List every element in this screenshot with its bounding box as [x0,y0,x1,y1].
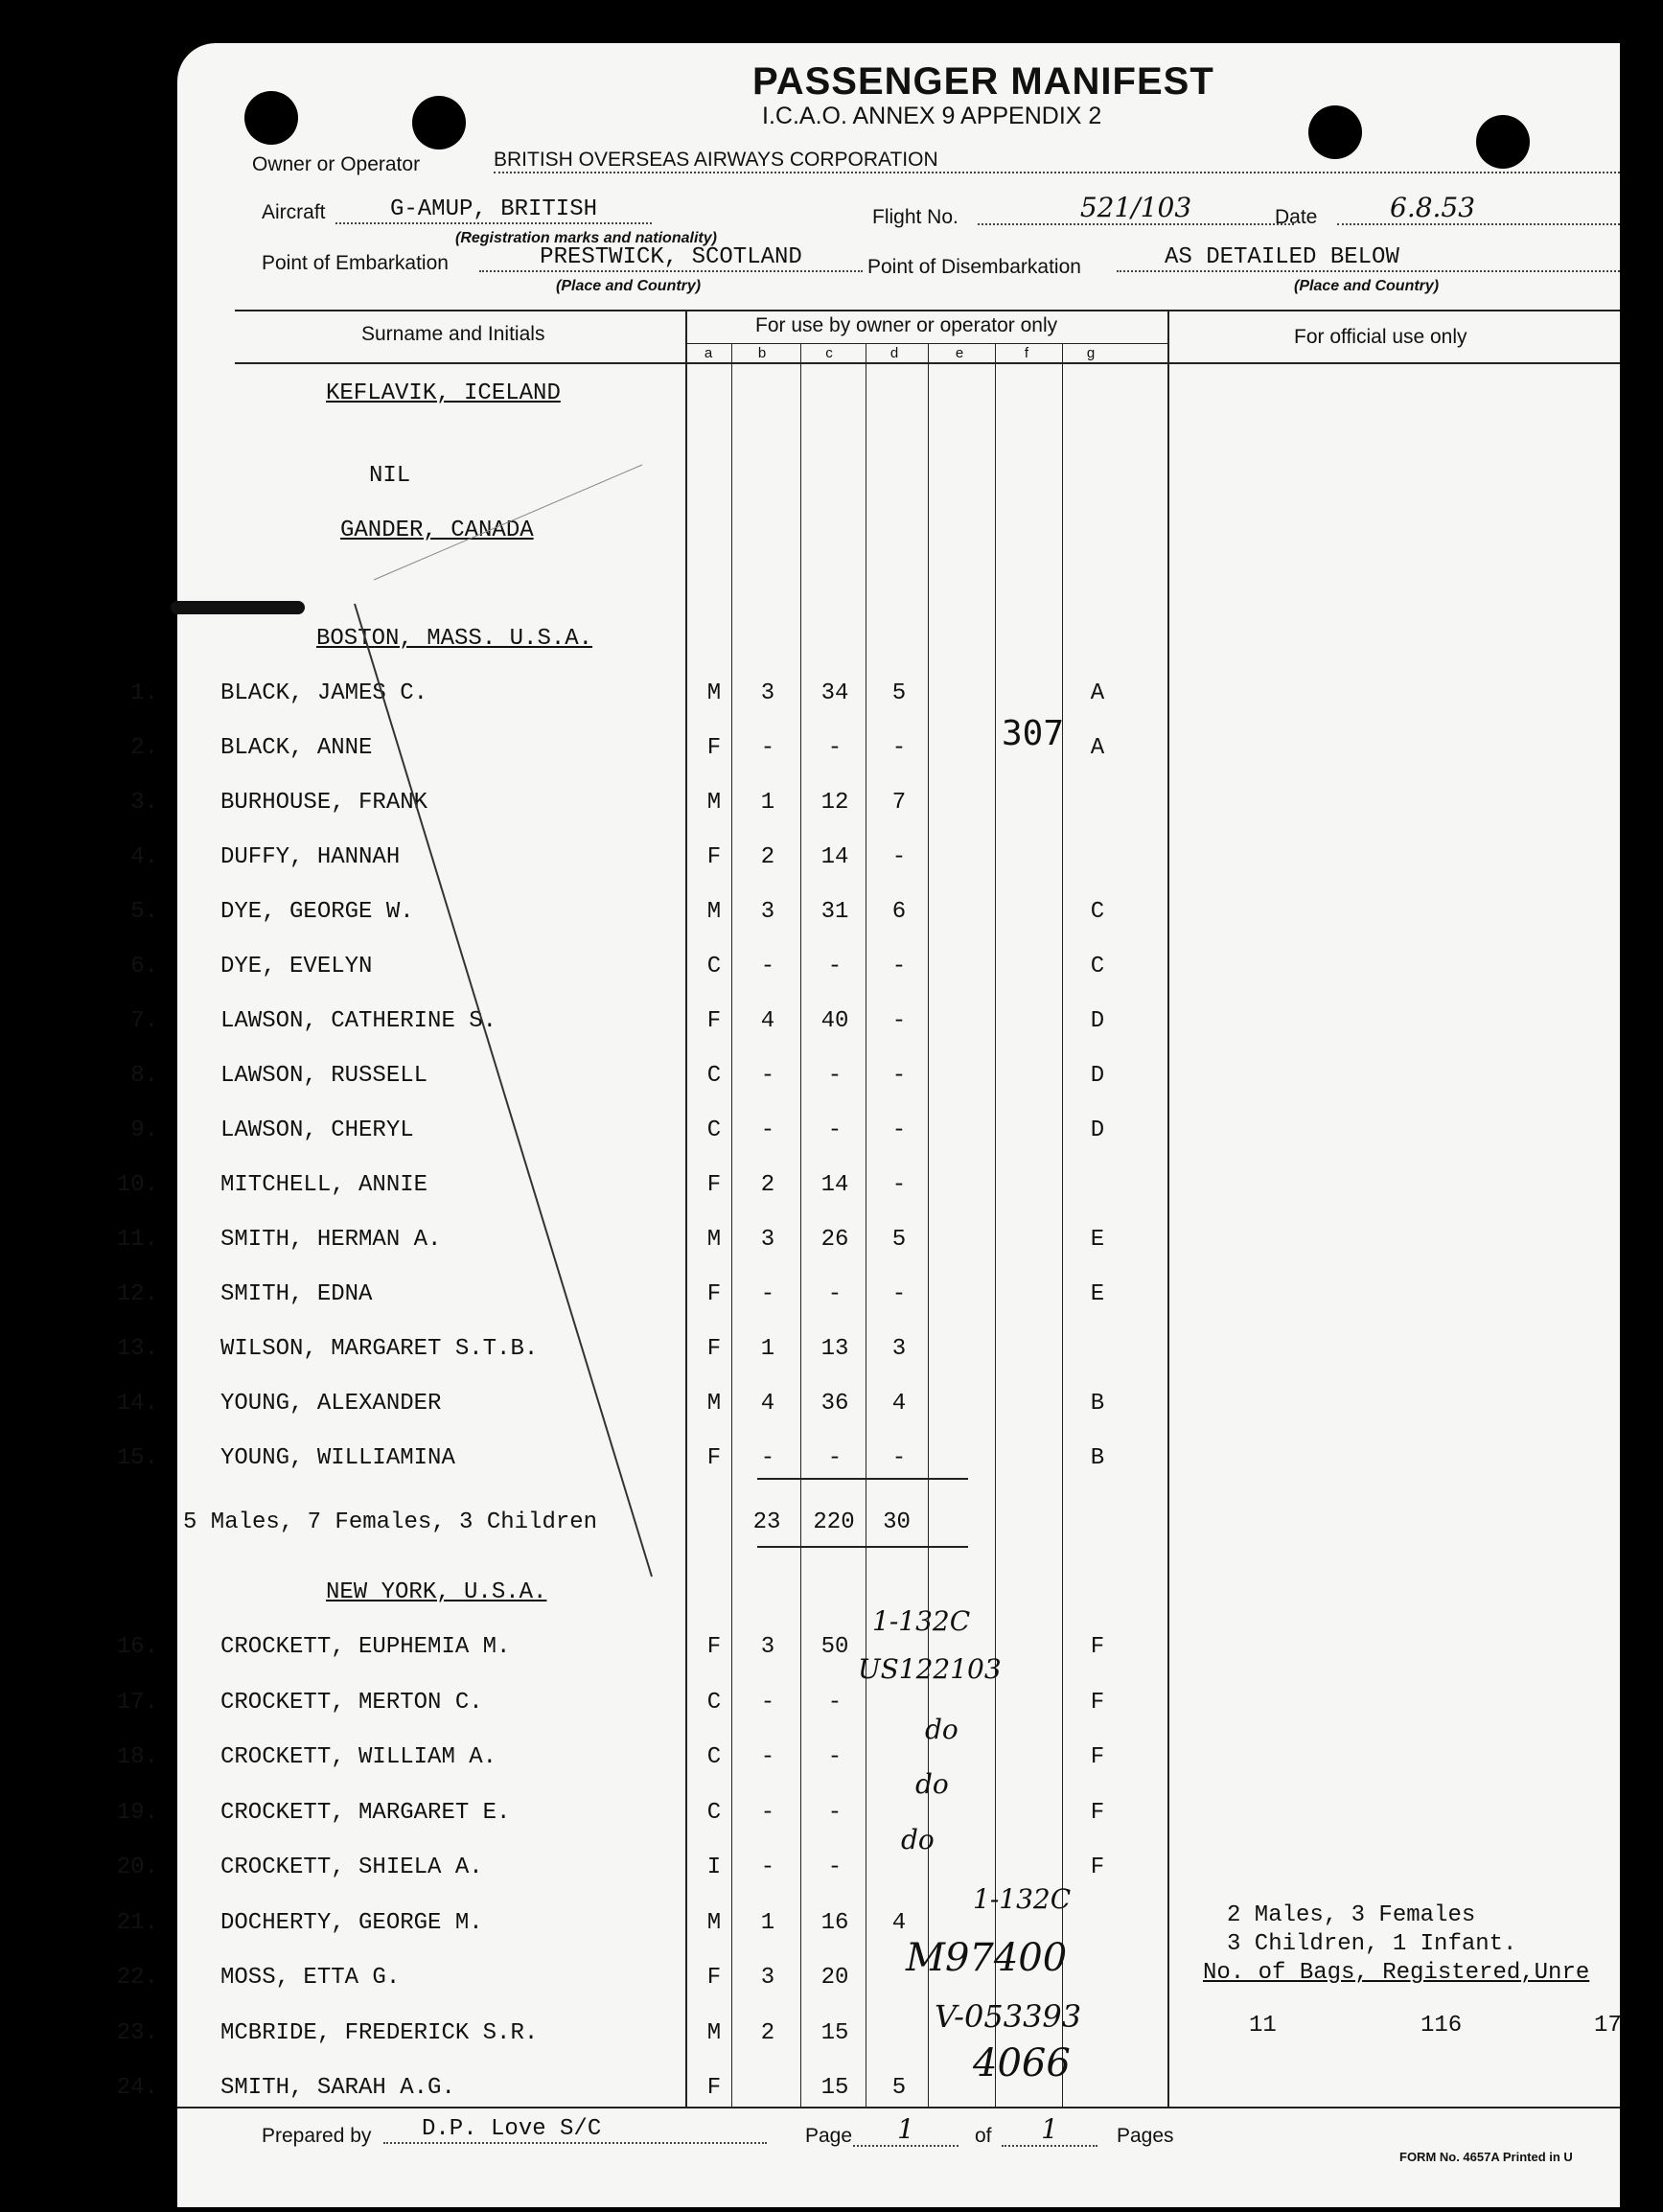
row-a: F [706,844,722,870]
row-d: 5 [891,1227,907,1253]
row-c: - [827,1799,843,1826]
prepared-value: D.P. Love S/C [383,2116,767,2144]
row-b: - [760,954,775,979]
official-number: 307 [1002,714,1065,753]
row-b: - [760,1799,775,1826]
row-name: SMITH, EDNA [220,1281,373,1307]
ny-summary-line2: 3 Children, 1 Infant. [1227,1931,1517,1957]
row-d: - [891,1063,907,1089]
row-c: 50 [820,1634,849,1660]
row-b: 4 [760,1391,775,1417]
row-b: 2 [760,2019,775,2046]
ny-summary-registered: 116 [1420,2013,1463,2039]
row-a: F [706,1172,722,1198]
row-a: F [706,1965,722,1991]
row-name: SMITH, SARAH A.G. [220,2075,455,2101]
row-b: - [760,1281,775,1307]
row-b: - [760,735,775,761]
row-c: 14 [820,1172,849,1198]
row-n: 7. [130,1008,158,1034]
official-column-header: For official use only [1294,326,1467,348]
handwritten-note: M97400 [906,1936,1068,1980]
row-n: 10. [116,1172,158,1198]
row-c: - [827,1855,843,1880]
row-c: 31 [820,899,849,925]
row-name: DYE, EVELYN [220,954,373,979]
row-b: - [760,1744,775,1770]
row-name: CROCKETT, EUPHEMIA M. [220,1634,511,1660]
row-a: F [706,1445,722,1471]
row-name: DOCHERTY, GEORGE M. [220,1909,483,1936]
row-b: 3 [760,899,775,925]
disembark-value: AS DETAILED BELOW [1117,244,1620,272]
row-a: F [706,1008,722,1034]
row-g: A [1090,735,1105,761]
row-c: - [827,1689,843,1716]
row-g: F [1090,1744,1105,1770]
row-n: 19. [116,1799,158,1826]
row-c: 13 [820,1336,849,1362]
row-g: F [1090,1689,1105,1716]
row-b: 3 [760,680,775,706]
row-name: MOSS, ETTA G. [220,1965,401,1991]
aircraft-label: Aircraft [262,201,326,223]
row-a: M [706,790,722,816]
of-value: 1 [1002,2113,1097,2147]
row-c: 15 [820,2019,849,2046]
row-d: 5 [891,680,907,706]
row-c: - [827,1118,843,1143]
handwritten-note: do [925,1714,959,1745]
row-name: LAWSON, RUSSELL [220,1063,428,1089]
section-keflavik: KEFLAVIK, ICELAND [326,380,561,406]
prepared-label: Prepared by [262,2125,372,2147]
boston-total-c: 220 [813,1509,855,1535]
row-b: - [760,1445,775,1471]
row-n: 4. [130,844,158,870]
row-b: 1 [760,1909,775,1936]
row-d: - [891,1118,907,1143]
row-d: - [891,1008,907,1034]
row-name: YOUNG, WILLIAMINA [220,1445,455,1471]
row-b: 3 [760,1965,775,1991]
row-c: 20 [820,1965,849,1991]
row-n: 14. [116,1391,158,1417]
row-a: F [706,1634,722,1660]
row-d: 3 [891,1336,907,1362]
handwritten-note: US122103 [858,1653,1002,1685]
row-a: F [706,1336,722,1362]
row-c: - [827,735,843,761]
row-c: 36 [820,1391,849,1417]
row-n: 2. [130,735,158,761]
row-d: 7 [891,790,907,816]
name-column-header: Surname and Initials [361,323,545,345]
aircraft-value: G-AMUP, BRITISH [335,196,652,224]
operator-column-header: For use by owner or operator only [755,314,1058,336]
row-b: 3 [760,1634,775,1660]
row-c: 16 [820,1909,849,1936]
handwritten-note: do [901,1824,935,1855]
row-c: 34 [820,680,849,706]
row-name: CROCKETT, SHIELA A. [220,1855,483,1880]
row-name: YOUNG, ALEXANDER [220,1391,442,1417]
row-n: 20. [116,1855,158,1880]
page-label: Page [805,2125,853,2147]
row-d: - [891,1445,907,1471]
row-name: DUFFY, HANNAH [220,844,401,870]
row-d: 6 [891,899,907,925]
row-name: CROCKETT, WILLIAM A. [220,1744,497,1770]
row-n: 21. [116,1909,158,1936]
row-g: B [1090,1445,1105,1471]
row-name: SMITH, HERMAN A. [220,1227,442,1253]
row-a: F [706,2075,722,2101]
row-g: E [1090,1281,1105,1307]
row-n: 24. [116,2075,158,2101]
row-d: - [891,735,907,761]
row-a: C [706,1118,722,1143]
section-nil: NIL [369,463,411,489]
form-number: FORM No. 4657A Printed in U [1399,2150,1573,2164]
row-b: 1 [760,790,775,816]
row-c: 12 [820,790,849,816]
section-boston: BOSTON, MASS. U.S.A. [316,626,593,652]
row-n: 3. [130,790,158,816]
row-n: 13. [116,1336,158,1362]
page-title: PASSENGER MANIFEST [752,60,1214,103]
row-n: 16. [116,1634,158,1660]
row-name: BLACK, ANNE [220,735,373,761]
row-g: C [1090,954,1105,979]
row-g: E [1090,1227,1105,1253]
row-n: 11. [116,1227,158,1253]
row-name: LAWSON, CATHERINE S. [220,1008,497,1034]
row-g: D [1090,1008,1105,1034]
row-name: CROCKETT, MARGARET E. [220,1799,511,1826]
boston-total-b: 23 [752,1509,781,1535]
row-b: 1 [760,1336,775,1362]
date-label: Date [1275,206,1318,228]
owner-label: Owner or Operator [252,153,421,175]
date-value: 6.8.53 [1337,192,1620,225]
row-b: - [760,1063,775,1089]
ny-summary-unregistered: 17 [1594,2013,1622,2039]
row-b: - [760,1689,775,1716]
row-n: 17. [116,1689,158,1716]
cross-out-line [177,43,1620,2207]
embark-value: PRESTWICK, SCOTLAND [479,244,863,272]
page-value: 1 [853,2113,959,2147]
row-n: 5. [130,899,158,925]
row-d: 5 [891,2075,907,2101]
row-d: - [891,1281,907,1307]
row-n: 18. [116,1744,158,1770]
row-name: BURHOUSE, FRANK [220,790,428,816]
row-a: M [706,1909,722,1936]
row-b: - [760,1855,775,1880]
row-d: - [891,1172,907,1198]
row-b: 2 [760,844,775,870]
row-g: D [1090,1063,1105,1089]
row-c: 26 [820,1227,849,1253]
row-a: C [706,1744,722,1770]
of-label: of [975,2125,992,2147]
row-d: - [891,954,907,979]
row-a: F [706,1281,722,1307]
row-n: 6. [130,954,158,979]
boston-total-d: 30 [883,1509,911,1535]
row-a: M [706,1391,722,1417]
row-a: C [706,1799,722,1826]
flight-label: Flight No. [872,206,959,228]
row-c: 40 [820,1008,849,1034]
row-d: - [891,844,907,870]
row-c: - [827,1281,843,1307]
row-g: C [1090,899,1105,925]
row-a: M [706,1227,722,1253]
owner-value: BRITISH OVERSEAS AIRWAYS CORPORATION [494,149,1620,173]
row-g: F [1090,1799,1105,1826]
row-n: 23. [116,2019,158,2046]
row-n: 1. [130,680,158,706]
ny-summary-bags: 11 [1249,2013,1277,2039]
ny-summary-line3: No. of Bags, Registered,Unre [1203,1960,1590,1986]
row-d: 4 [891,1909,907,1936]
row-g: F [1090,1855,1105,1880]
row-g: D [1090,1118,1105,1143]
row-c: - [827,1744,843,1770]
section-newyork: NEW YORK, U.S.A. [326,1579,547,1605]
row-n: 12. [116,1281,158,1307]
row-name: DYE, GEORGE W. [220,899,414,925]
row-a: M [706,2019,722,2046]
row-g: B [1090,1391,1105,1417]
row-c: 15 [820,2075,849,2101]
row-a: C [706,1063,722,1089]
ink-smudge [171,601,305,614]
row-c: - [827,1445,843,1471]
row-name: WILSON, MARGARET S.T.B. [220,1336,539,1362]
row-c: - [827,1063,843,1089]
page-subtitle: I.C.A.O. ANNEX 9 APPENDIX 2 [762,103,1102,129]
row-name: BLACK, JAMES C. [220,680,428,706]
embark-note: (Place and Country) [556,278,702,294]
row-a: C [706,954,722,979]
row-d: 4 [891,1391,907,1417]
row-name: MITCHELL, ANNIE [220,1172,428,1198]
row-a: C [706,1689,722,1716]
row-n: 15. [116,1445,158,1471]
manifest-page: PASSENGER MANIFEST I.C.A.O. ANNEX 9 APPENDIX 2 Owner or Operator BRITISH OVERSEAS AIRWAYS CORPORATION Aircraft G-AMUP, BRITISH (Registration marks and nationality) Flight No. 521/103 Date 6.8.53 Point of Embarkation PRESTWICK, SCOTLAND (Place and Country) Point of Disembarkation AS DETAILED BELOW (Place and Country) Surname and Initials For use by owner or operator only For official use only a b c d e f g KEFLAVIK, ICELAND NIL GANDER, CANADA BOSTON, MASS. U.S.A. 307 1. BLACK, JAMES C. M 3 34 5 A 2. BLACK, ANNE F - - - A 3. BURHOUSE, FRANK M 1 12 7 4. DUFFY, HANNAH F 2 14 - 5. DYE, GEORGE W. M 3 31 6 C 6. DYE, EVELYN C - - - C 7. LAWSON, CATHERINE S. F 4 40 - D 8. LAWSON, RUSSELL C - - - D 9. LAWSON, CHERYL C - - - D 10. MITCHELL, ANNIE F 2 14 - 11. SMITH, HERMAN A. M 3 26 5 E 12. SMITH, EDNA F - - - E 13. WILSON, MARGARET S.T.B. F 1 13 3 14. YOUNG, ALEXANDER M 4 36 4 B 15. YOUNG, WILLIAMINA F - - - B 5 Males, 7 Females, 3 Children 23 220 30 NEW YORK, U.S.A. 16. CROCKETT, EUPHEMIA M. F 3 50 F 17. CROCKETT, MERTON C. C - - F 18. CROCKETT, WILLIAM A. C - - F 19. CROCKETT, MARGARET E. C - - F 20. CROCKETT, SHIELA A. I - - F 21. DOCHERTY, GEORGE M. M 1 16 4 22. MOSS, ETTA G. F 3 20 23. MCBRIDE, FREDERICK S.R. M 2 15 24. SMITH, SARAH A.G. F 15 5 1-132C US122103 do do do 1-132C M97400 V-053393 4066 2 Males, 3 Females 3 Children, 1 Infant. No. of Bags, Registered,Unre 11 116 17 Prepared by D.P. Love S/C Page 1 of 1 Pages FORM No. 4657A Printed in U [177,43,1620,2207]
row-g: A [1090,680,1105,706]
aircraft-note: (Registration marks and nationality) [455,230,717,246]
row-name: MCBRIDE, FREDERICK S.R. [220,2019,539,2046]
handwritten-note: 1-132C [973,1883,1072,1915]
ny-summary-line1: 2 Males, 3 Females [1227,1902,1476,1928]
row-b: - [760,1118,775,1143]
row-b: 4 [760,1008,775,1034]
row-a: I [706,1855,722,1880]
handwritten-note: 1-132C [872,1605,971,1637]
handwritten-note: V-053393 [935,1998,1082,2035]
row-a: M [706,680,722,706]
row-n: 9. [130,1118,158,1143]
row-a: F [706,735,722,761]
embark-label: Point of Embarkation [262,252,449,274]
flight-value: 521/103 [978,192,1294,225]
handwritten-note: do [915,1768,949,1800]
boston-total-label: 5 Males, 7 Females, 3 Children [183,1509,598,1535]
disembark-label: Point of Disembarkation [867,256,1081,278]
disembark-note: (Place and Country) [1294,278,1440,294]
row-name: LAWSON, CHERYL [220,1118,414,1143]
row-a: M [706,899,722,925]
row-n: 8. [130,1063,158,1089]
section-gander: GANDER, CANADA [340,518,534,543]
row-c: - [827,954,843,979]
handwritten-note: 4066 [973,2041,1071,2085]
row-b: 3 [760,1227,775,1253]
pages-label: Pages [1117,2125,1174,2147]
row-g: F [1090,1634,1105,1660]
row-b: 2 [760,1172,775,1198]
row-c: 14 [820,844,849,870]
row-name: CROCKETT, MERTON C. [220,1689,483,1716]
row-n: 22. [116,1965,158,1991]
